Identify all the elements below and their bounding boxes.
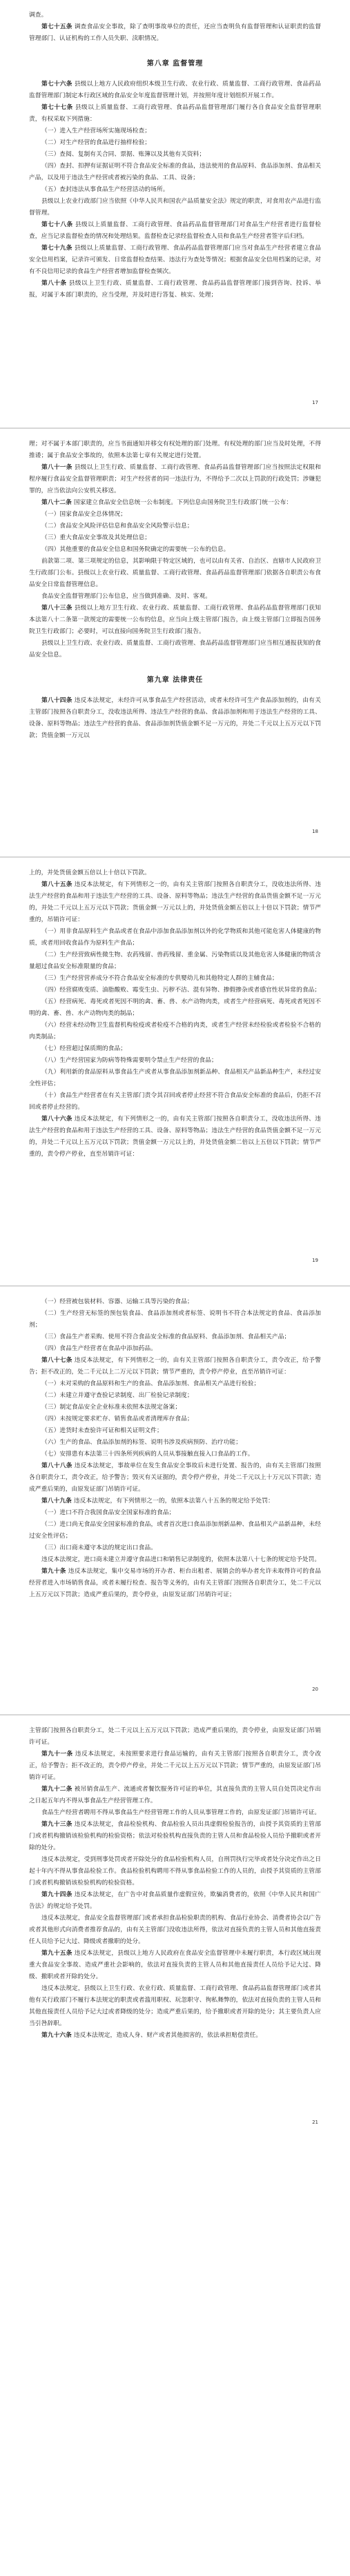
paragraph — [29, 1378, 321, 1390]
document-page — [0, 0, 350, 429]
paragraph — [29, 1449, 321, 1460]
paragraph — [29, 1854, 321, 1889]
paragraph-text: 违反本法规定，造成人身、财产或者其他损害的，依法承担赔偿责任。 — [73, 2032, 262, 2039]
article-number: 第九十条 — [41, 1568, 66, 1575]
paragraph-text: （三）生产经营营养成分不符合食品安全标准的专供婴幼儿和其他特定人群的主辅食品； — [41, 975, 278, 982]
paragraph-text: 上的，并处货值金额五倍以上十倍以下罚款。 — [29, 869, 150, 876]
article-number: 第七十五条 — [41, 23, 72, 30]
article-number: 第八十四条 — [41, 697, 72, 704]
paragraph — [29, 1390, 321, 1402]
paragraph — [29, 973, 321, 985]
page-number: 20 — [312, 1687, 318, 1692]
paragraph-text: 县级以上农业行政部门应当依照《中华人民共和国农产品质量安全法》规定的职责，对食用农产品进行监督管理。 — [29, 198, 321, 217]
paragraph-text: 违反本法规定，事故单位在发生食品安全事故后未进行处置、报告的，由有关主管部门按照各自职责分工，责令改正，给予警告；毁灭有关证据的，责令停产停业，并处二千元以上十万元以下罚款；造成严重后果的，由原发证部门吊销许可证。 — [29, 1462, 321, 1493]
article-number: 第八十七条 — [41, 1357, 72, 1364]
article-paragraph — [29, 1784, 321, 1807]
paragraph — [29, 439, 321, 462]
paragraph-text: （二）未建立并遵守查验记录制度、出厂检验记录制度； — [41, 1392, 193, 1399]
paragraph-text: （一）经营被包装材料、容器、运输工具等污染的食品； — [41, 1298, 193, 1305]
article-paragraph — [29, 102, 321, 125]
paragraph-text: 调查食品安全事故，除了查明事故单位的责任，还应当查明负有监督管理和认证职责的监督管理部门、认证机构的工作人员失职、渎职情况。 — [29, 23, 321, 42]
paragraph-text: 调查。 — [29, 12, 48, 19]
article-paragraph — [29, 243, 321, 278]
paragraph-text: 理；对不属于本部门职责的，应当书面通知并移交有权处理的部门处理。有权处理的部门应当及时处理，不得推诿；属于食品安全事故的，依照本法第七章有关规定进行处置。 — [29, 441, 321, 459]
paragraph-text: 县级以上质量监督、工商行政管理、食品药品监督管理部门应当对食品生产经营者建立食品安全信用档案，记录许可颁发、日常监督检查结果、违法行为查处等情况；根据食品安全信用档案的记录，对有不良信用记录的食品生产经营者增加监督检查频次。 — [29, 245, 321, 275]
paragraph — [29, 1020, 321, 1043]
paragraph-text: （一）用非食品原料生产食品或者在食品中添加食品添加剂以外的化学物质和其他可能危害人体健康的物质，或者用回收食品作为原料生产食品； — [29, 928, 321, 947]
article-number: 第九十五条 — [41, 1950, 72, 1957]
paragraph-text: 食品安全监督管理部门公布信息，应当做到准确、及时、客观。 — [41, 593, 212, 600]
paragraph — [29, 125, 321, 137]
paragraph — [29, 1554, 321, 1566]
paragraph — [29, 10, 321, 21]
article-number: 第九十六条 — [41, 2032, 72, 2039]
paragraph-text: 违反本法规定，未按照要求进行食品运输的，由有关主管部门按照各自职责分工，责令改正，给予警告；拒不改正的，责令停产停业，并处二千元以上五万元以下罚款；情节严重的，由原发证部门吊销许可证。 — [29, 1751, 321, 1781]
article-paragraph — [29, 497, 321, 509]
paragraph-text: （四）经营腐败变质、油脂酸败、霉变生虫、污秽不洁、混有异物、掺假掺杂或者感官性状异常的食品； — [41, 987, 321, 994]
paragraph-text: 违反本法规定，县级以上地方人民政府在食品安全监督管理中未履行职责，本行政区域出现重大食品安全事故、造成严重社会影响的，依法对直接负责的主管人员和其他直接责任人员给予记大过、降级、撤职或者开除的处分。 — [29, 1950, 321, 1980]
paragraph — [29, 544, 321, 556]
article-paragraph — [29, 1355, 321, 1378]
paragraph-text: （五）进货时未查验许可证和相关证明文件； — [41, 1427, 163, 1434]
paragraph — [29, 1542, 321, 1554]
paragraph-text: （五）查封违法从事食品生产经营活动的场所。 — [41, 186, 169, 193]
article-paragraph — [29, 219, 321, 243]
article-number: 第八十二条 — [41, 499, 72, 506]
paragraph — [29, 149, 321, 161]
article-number: 第八十一条 — [41, 464, 72, 471]
paragraph-text: （一）未对采购的食品原料和生产的食品、食品添加剂、食品相关产品进行检验； — [41, 1380, 260, 1387]
article-number: 第九十三条 — [41, 1821, 72, 1828]
paragraph-text: 违反本法规定，未经许可从事食品生产经营活动，或者未经许可生产食品添加剂的，由有关主管部门按照各自职责分工，没收违法所得、违法生产经营的食品、食品添加剂和用于违法生产经营的工具、设备、原料等物品；违法生产经营的食品、食品添加剂货值金额不足一万元的，并处二千元以上五万元以下罚款；货值金额一万元以 — [29, 697, 321, 739]
paragraph — [29, 1913, 321, 1948]
paragraph-text: （三）食品生产者采购、使用不符合食品安全标准的食品原料、食品添加剂、食品相关产品； — [41, 1334, 291, 1340]
document-page — [0, 1287, 350, 1715]
paragraph-text: （二）对生产经营的食品进行抽样检验； — [41, 139, 151, 146]
paragraph — [29, 196, 321, 219]
document-page — [0, 858, 350, 1287]
article-paragraph — [29, 79, 321, 102]
paragraph-text: 违反本法规定，有下列情形之一的，由有关主管部门按照各自职责分工，责令改正，给予警告；拒不改正的，处二千元以上二万元以下罚款；情节严重的，责令停产停业，直至吊销许可证： — [29, 1357, 321, 1376]
article-paragraph — [29, 603, 321, 638]
paragraph-text: （二）生产经营致病性微生物、农药残留、兽药残留、重金属、污染物质以及其他危害人体健康的物质含量超过食品安全标准限量的食品； — [29, 952, 321, 970]
paragraph-text: （六）生产的食品、食品添加剂的标签、说明书涉及疾病预防、治疗功能； — [41, 1439, 242, 1446]
article-number: 第八十五条 — [41, 881, 72, 888]
paragraph-text: 县级以上质量监督、工商行政管理、食品药品监督管理部门对食品生产经营者进行监督检查，应当记录监督检查的情况和处理结果。监督检查记录经监督检查人员和食品生产经营者签字后归档。 — [29, 221, 321, 240]
paragraph-text: （六）经营未经动物卫生监督机构检疫或者检疫不合格的肉类，或者生产经营未经检验或者检验不合格的肉类制品； — [29, 1022, 321, 1040]
paragraph — [29, 1296, 321, 1308]
paragraph-text: （一）国家食品安全总体情况； — [41, 511, 127, 518]
paragraph — [29, 949, 321, 973]
paragraph-text: 国家建立食品安全信息统一公布制度。下列信息由国务院卫生行政部门统一公布： — [73, 499, 293, 506]
paragraph-text: （二）进口尚无食品安全国家标准的食品，或者首次进口食品添加剂新品种、食品相关产品新品种，未经过安全性评估； — [29, 1521, 321, 1540]
paragraph — [29, 1413, 321, 1425]
paragraph-text: 违反本法规定，进口商未建立并遵守食品进口和销售记录制度的，依照本法第八十七条的规定给予处罚。 — [41, 1556, 321, 1563]
paragraph-text: 违反本法规定，有下列情形之一的，依照本法第八十五条的规定给予处罚： — [73, 1498, 274, 1505]
article-paragraph — [29, 1819, 321, 1854]
paragraph — [29, 1725, 321, 1749]
paragraph — [29, 184, 321, 196]
paragraph-text: 县级以上地方人民政府组织本级卫生行政、农业行政、质量监督、工商行政管理、食品药品监督管理部门制定本行政区域的食品安全年度监督管理计划，并按照年度计划组织开展工作。 — [29, 81, 321, 99]
chapter-heading: 第八章 监督管理 — [146, 60, 204, 68]
paragraph — [29, 1308, 321, 1331]
paragraph — [29, 556, 321, 591]
article-number: 第九十二条 — [41, 1786, 72, 1793]
paragraph — [29, 1437, 321, 1449]
paragraph — [29, 1043, 321, 1055]
paragraph — [29, 638, 321, 661]
paragraph-text: 县级以上卫生行政、农业行政、质量监督、工商行政管理、食品药品监督管理部门应当相互通报获知的食品安全信息。 — [29, 640, 321, 658]
page-number: 21 — [312, 2120, 318, 2125]
article-paragraph — [29, 1566, 321, 1601]
article-paragraph — [29, 1496, 321, 1507]
article-number: 第九十一条 — [41, 1751, 73, 1758]
document-page — [0, 429, 350, 858]
paragraph-text: （三）出口商未遵守本法的规定出口食品。 — [41, 1544, 157, 1551]
paragraph — [29, 532, 321, 544]
paragraph — [29, 867, 321, 879]
paragraph-text: 主管部门按照各自职责分工，处二千元以上五万元以下罚款；造成严重后果的，责令停业，由原发证部门吊销许可证。 — [29, 1727, 321, 1746]
article-number: 第七十七条 — [41, 104, 73, 111]
article-paragraph — [29, 462, 321, 497]
paragraph-text: 县级以上卫生行政、质量监督、工商行政管理、食品药品监督管理部门应当按照法定权限和程序履行食品安全监督管理职责；对生产经营者的同一违法行为，不得给予二次以上罚款的行政处罚；涉嫌犯罪的，应当依法向公安机关移送。 — [29, 464, 321, 494]
paragraph — [29, 521, 321, 532]
paragraph-text: （三）重大食品安全事故及其处理信息； — [41, 534, 151, 541]
paragraph-text: （一）进入生产经营场所实施现场检查； — [41, 128, 151, 134]
paragraph-text: （四）其他重要的食品安全信息和国务院确定的需要统一公布的信息。 — [41, 546, 230, 553]
paragraph-text: 违反本法规定，有下列情形之一的，由有关主管部门按照各自职责分工，没收违法所得、违法生产经营的食品和用于违法生产经营的工具、设备、原料等物品；违法生产经营的食品货值金额不足一万元的，并处二千元以上五万元以下罚款；货值金额一万元以上的，并处货值金额二倍以上五倍以下罚款；情节严重的，责令停产停业，直至吊销许可证： — [29, 1116, 321, 1158]
page-number: 18 — [312, 829, 318, 834]
article-paragraph — [29, 2030, 321, 2042]
article-paragraph — [29, 21, 321, 45]
paragraph — [29, 1425, 321, 1437]
paragraph — [29, 1343, 321, 1355]
paragraph — [29, 996, 321, 1020]
article-paragraph — [29, 695, 321, 742]
paragraph — [29, 1983, 321, 2030]
article-paragraph — [29, 1889, 321, 1913]
paragraph-text: （五）经营病死、毒死或者死因不明的禽、畜、兽、水产动物肉类，或者生产经营病死、毒死或者死因不明的禽、畜、兽、水产动物肉类的制品； — [29, 998, 321, 1017]
article-paragraph — [29, 1114, 321, 1160]
paragraph — [29, 1807, 321, 1819]
paragraph-text: 违反本法规定，食品安全监督管理部门或者承担食品检验职责的机构、食品行业协会、消费者协会以广告或者其他形式向消费者推荐食品的，由有关主管部门没收违法所得，依法对直接负责的主管人员和其他直接责任人员给予记大过、降级或者撤职的处分。 — [29, 1915, 321, 1945]
paragraph-text: （十）食品生产经营者在有关主管部门责令其召回或者停止经营不符合食品安全标准的食品后，仍拒不召回或者停止经营的。 — [29, 1092, 321, 1111]
paragraph-text: 违反本法规定，县级以上卫生行政、农业行政、质量监督、工商行政管理、食品药品监督管理部门或者其他有关行政部门不履行本法规定的职责或者滥用职权、玩忽职守、徇私舞弊的，依法对直接负责的主管人员和其他直接责任人员给予记大过或者降级的处分；造成严重后果的，给予撤职或者开除的处分；其主要负责人应当引咎辞职。 — [29, 1985, 321, 2027]
article-number: 第八十九条 — [41, 1498, 72, 1505]
paragraph-text: （九）利用新的食品原料从事食品生产或者从事食品添加剂新品种、食品相关产品新品种生产，未经过安全性评估； — [29, 1069, 321, 1087]
paragraph — [29, 1507, 321, 1519]
paragraph — [29, 1090, 321, 1114]
article-number: 第八十三条 — [41, 605, 72, 612]
paragraph-text: （四）查封、扣押有证据证明不符合食品安全标准的食品，违法使用的食品原料、食品添加剂、食品相关产品，以及用于违法生产经营或者被污染的食品、工具、设备； — [29, 163, 321, 181]
paragraph — [29, 985, 321, 996]
paragraph — [29, 591, 321, 603]
paragraph-text: （四）食品生产经营者在食品中添加药品。 — [41, 1345, 157, 1352]
paragraph-text: 违反本法规定，有下列情形之一的，由有关主管部门按照各自职责分工，没收违法所得、违法生产经营的食品和用于违法生产经营的工具、设备、原料等物品；违法生产经营的食品货值金额不足一万元的，并处二千元以上五万元以下罚款；货值金额一万元以上的，并处货值金额五倍以上十倍以下罚款；情节严重的，吊销许可证： — [29, 881, 321, 923]
document-page — [0, 1715, 350, 2147]
paragraph — [29, 1519, 321, 1542]
paragraph-text: （一）进口不符合我国食品安全国家标准的食品； — [41, 1509, 175, 1516]
paragraph-text: 县级以上质量监督、工商行政管理、食品药品监督管理部门履行各自食品安全监督管理职责，有权采取下列措施： — [29, 104, 321, 123]
paragraph-text: （八）生产经营国家为防病等特殊需要明令禁止生产经营的食品； — [41, 1057, 217, 1064]
article-paragraph — [29, 1460, 321, 1496]
article-number: 第七十六条 — [41, 81, 72, 88]
paragraph-text: 违反本法规定，集中交易市场的开办者、柜台出租者、展销会的举办者允许未取得许可的食品经营者进入市场销售食品，或者未履行检查、报告等义务的，由有关主管部门按照各自职责分工，处二千元以上五万元以下罚款；造成严重后果的，责令停业，由原发证部门吊销许可证； — [29, 1568, 321, 1598]
article-number: 第七十八条 — [41, 221, 73, 228]
paragraph-text: （三）制定食品安全企业标准未依照本法规定备案； — [41, 1404, 182, 1411]
paragraph-text: （二）食品安全风险评估信息和食品安全风险警示信息； — [41, 523, 193, 530]
paragraph — [29, 926, 321, 949]
article-number: 第八十条 — [41, 280, 67, 287]
article-number: 第八十六条 — [41, 1116, 72, 1123]
paragraph — [29, 509, 321, 521]
chapter-heading: 第九章 法律责任 — [146, 676, 204, 684]
paragraph — [29, 1067, 321, 1090]
article-paragraph — [29, 278, 321, 301]
paragraph-text: （七）安排患有本法第三十四条所列疾病的人员从事接触直接入口食品的工作。 — [41, 1451, 254, 1458]
paragraph — [29, 1402, 321, 1413]
paragraph-text: 违反本法规定，食品检验机构、食品检验人员出具虚假检验报告的，由授予其资质的主管部门或者机构撤销该检验机构的检验资格；依法对检验机构直接负责的主管人员和食品检验人员给予撤职或者开除的处分。 — [29, 1821, 321, 1851]
paragraph-text: 违反本法规定，在广告中对食品质量作虚假宣传，欺骗消费者的，依照《中华人民共和国广告法》的规定给予处罚。 — [29, 1891, 321, 1910]
paragraph-text: （二）生产经营无标签的预包装食品、食品添加剂或者标签、说明书不符合本法规定的食品、食品添加剂； — [29, 1310, 321, 1329]
paragraph — [29, 137, 321, 149]
paragraph-text: 前款第二项、第三项规定的信息，其影响限于特定区域的，也可以由有关省、自治区、直辖市人民政府卫生行政部门公布。县级以上农业行政、质量监督、工商行政管理、食品药品监督管理部门依据各自职责公布食品安全日常监督管理信息。 — [29, 558, 321, 588]
paragraph-text: （三）查阅、复制有关合同、票据、账簿以及其他有关资料； — [41, 151, 206, 158]
paragraph — [29, 161, 321, 184]
article-number: 第九十四条 — [41, 1891, 72, 1898]
article-paragraph — [29, 1948, 321, 1983]
article-paragraph — [29, 1749, 321, 1784]
article-number: 第七十九条 — [41, 245, 72, 252]
article-number: 第八十八条 — [41, 1462, 72, 1469]
paragraph-text: 县级以上地方卫生行政、农业行政、质量监督、工商行政管理、食品药品监督管理部门获知本法第八十二条第一款规定的需要统一公布的信息，应当向上级主管部门报告，由上级主管部门立即报告国务院卫生行政部门；必要时，可以直接向国务院卫生行政部门报告。 — [29, 605, 321, 635]
article-paragraph — [29, 879, 321, 926]
paragraph-text: 食品生产经营者聘用不得从事食品生产经营管理工作的人员从事管理工作的，由原发证部门吊销许可证。 — [41, 1809, 321, 1816]
paragraph — [29, 1331, 321, 1343]
paragraph — [29, 1055, 321, 1067]
paragraph-text: 违反本法规定，受到刑事处罚或者开除处分的食品检验机构人员，自刑罚执行完毕或者处分决定作出之日起十年内不得从事食品检验工作。食品检验机构聘用不得从事食品检验工作的人员的，由授予其资质的主管部门或者机构撤销该检验机构的检验资格。 — [29, 1856, 321, 1886]
page-number: 17 — [312, 400, 318, 405]
paragraph-text: 被吊销食品生产、流通或者餐饮服务许可证的单位，其直接负责的主管人员自处罚决定作出之日起五年内不得从事食品生产经营管理工作。 — [29, 1786, 321, 1804]
page-number: 19 — [312, 1258, 318, 1263]
paragraph-text: （四）未按规定要求贮存、销售食品或者清理库存食品； — [41, 1416, 193, 1422]
paragraph-text: 县级以上卫生行政、质量监督、工商行政管理、食品药品监督管理部门接到咨询、投诉、举报，对属于本部门职责的，应当受理，并及时进行答复、核实、处理； — [29, 280, 321, 299]
paragraph-text: （七）经营超过保质期的食品； — [41, 1045, 127, 1052]
